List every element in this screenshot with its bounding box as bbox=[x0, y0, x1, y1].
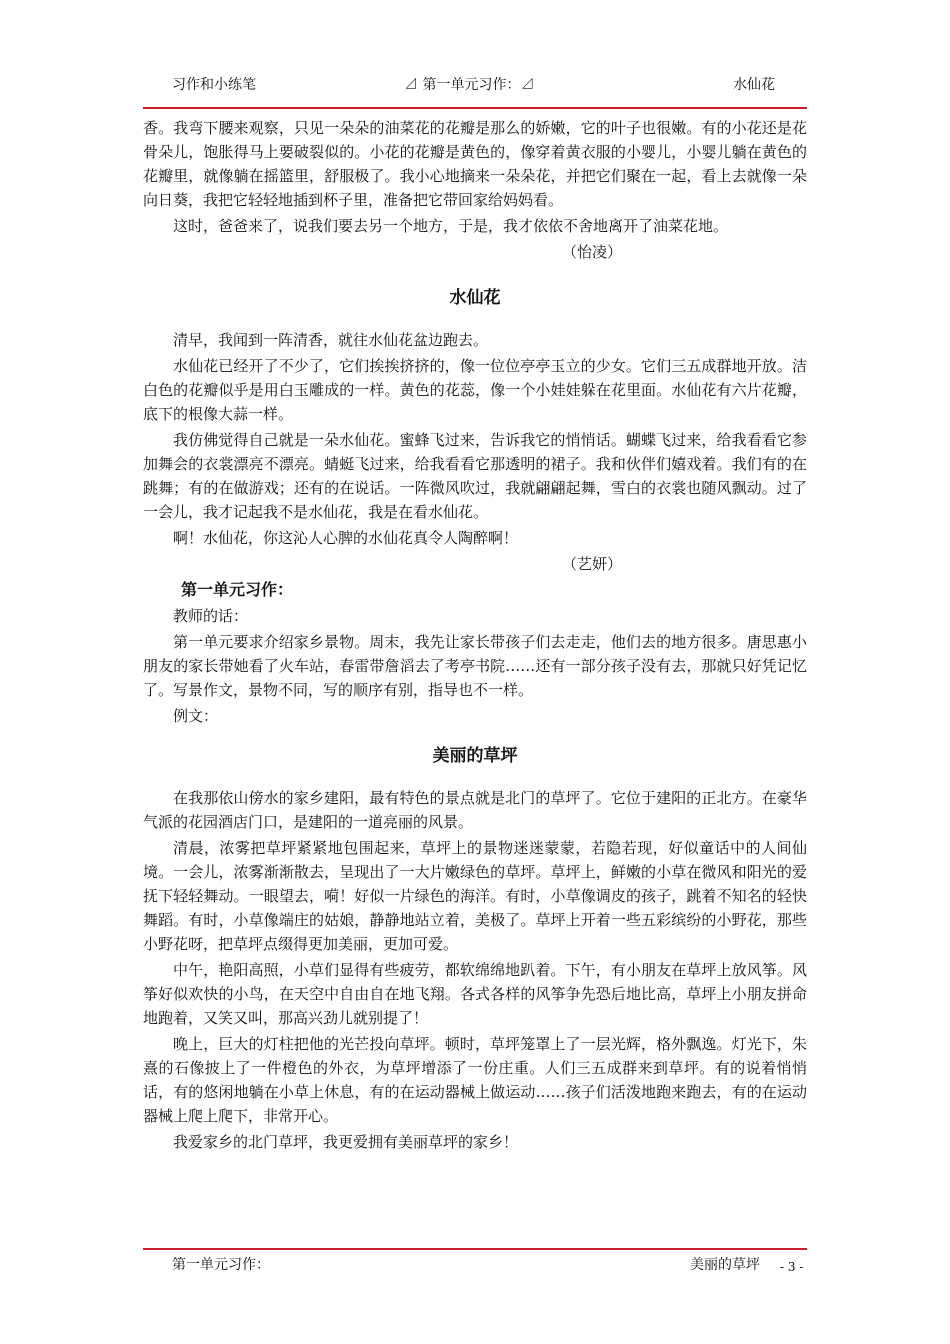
header-right: 水仙花 bbox=[733, 77, 775, 93]
author-signature: （艺妍） bbox=[561, 555, 622, 573]
header-center: ⊿ 第一单元习作：⊿ bbox=[404, 77, 535, 93]
footer-left: 第一单元习作： bbox=[172, 1257, 270, 1273]
example-label: 例文： bbox=[173, 707, 219, 725]
page-content bbox=[143, 116, 807, 1154]
essay-paragraph: 中午，艳阳高照，小草们显得有些疲劳，都软绵绵地趴着。下午，有小朋友在草坪上放风筝。风筝好似欢快的小鸟，在天空中自由自在地飞翔。各式各样的风筝争先恐后地比高，草坪上小朋友拼命地跑着，又笑又叫，那高兴劲儿就别提了！ bbox=[143, 961, 807, 1027]
footer-right: 美丽的草坪 bbox=[690, 1257, 760, 1273]
essay-paragraph: 啊！水仙花，你这沁人心脾的水仙花真令人陶醉啊！ bbox=[173, 529, 519, 547]
intro-paragraph: 这时，爸爸来了，说我们要去另一个地方，于是，我才依依不舍地离开了油菜花地。 bbox=[173, 217, 729, 235]
page-number: - 3 - bbox=[780, 1260, 804, 1274]
section-heading: 第一单元习作： bbox=[181, 580, 294, 599]
essay-title: 美丽的草坪 bbox=[432, 746, 518, 766]
header-left: 习作和小练笔 bbox=[172, 77, 256, 93]
footer-rule bbox=[143, 1248, 807, 1250]
intro-paragraph: 香。我弯下腰来观察，只见一朵朵的油菜花的花瓣是那么的娇嫩，它的叶子也很嫩。有的小花还是花骨朵儿，饱胀得马上要破裂似的。小花的花瓣是黄色的，像穿着黄衣服的小婴儿，小婴儿躺在黄色的花瓣里，就像躺在摇篮里，舒服极了。我小心地摘来一朵朵花，并把它们聚在一起，看上去就像一朵向日葵，我把它轻轻地插到杯子里，准备把它带回家给妈妈看。 bbox=[143, 119, 807, 209]
essay-paragraph: 在我那依山傍水的家乡建阳，最有特色的景点就是北门的草坪了。它位于建阳的正北方。在豪华气派的花园酒店门口，是建阳的一道亮丽的风景。 bbox=[143, 789, 807, 831]
essay-paragraph: 我仿佛觉得自己就是一朵水仙花。蜜蜂飞过来，告诉我它的悄悄话。蝴蝶飞过来，给我看看它参加舞会的衣裳漂亮不漂亮。蜻蜓飞过来，给我看看它那透明的裙子。我和伙伴们嬉戏着。我们有的在跳舞；有的在做游戏；还有的在说话。一阵微风吹过，我就翩翩起舞，雪白的衣裳也随风飘动。过了一会儿，我才记起我不是水仙花，我是在看水仙花。 bbox=[143, 431, 807, 521]
teacher-paragraph: 第一单元要求介绍家乡景物。周末，我先让家长带孩子们去走走，他们去的地方很多。唐思惠小朋友的家长带她看了火车站，春雷带詹滔去了考亭书院……还有一部分孩子没有去，那就只好凭记忆了。写景作文，景物不同，写的顺序有别，指导也不一样。 bbox=[143, 633, 807, 699]
essay-paragraph: 清晨，浓雾把草坪紧紧地包围起来，草坪上的景物迷迷蒙蒙，若隐若现，好似童话中的人间仙境。一会儿，浓雾渐渐散去，呈现出了一大片嫩绿色的草坪。草坪上，鲜嫩的小草在微风和阳光的爱抚下轻轻舞动。一眼望去，嗬！好似一片绿色的海洋。有时，小草像调皮的孩子，跳着不知名的轻快舞蹈。有时，小草像端庄的姑娘，静静地站立着，美极了。草坪上开着一些五彩缤纷的小野花，那些小野花呀，把草坪点缀得更加美丽，更加可爱。 bbox=[143, 839, 807, 953]
essay-paragraph: 清早，我闻到一阵清香，就往水仙花盆边跑去。 bbox=[173, 331, 489, 349]
teacher-label: 教师的话： bbox=[173, 607, 249, 625]
essay-paragraph: 我爱家乡的北门草坪，我更爱拥有美丽草坪的家乡！ bbox=[173, 1133, 519, 1151]
essay-title: 水仙花 bbox=[449, 288, 501, 308]
essay-paragraph: 水仙花已经开了不少了，它们挨挨挤挤的，像一位位亭亭玉立的少女。它们三五成群地开放。洁白色的花瓣似乎是用白玉雕成的一样。黄色的花蕊，像一个小娃娃躲在花里面。水仙花有六片花瓣，底下的根像大蒜一样。 bbox=[143, 357, 807, 423]
author-signature: （怡凌） bbox=[561, 243, 622, 261]
header-rule bbox=[143, 107, 807, 109]
essay-paragraph: 晚上，巨大的灯柱把他的光芒投向草坪。顿时，草坪笼罩上了一层光辉，格外飘逸。灯光下，朱熹的石像披上了一件橙色的外衣，为草坪增添了一份庄重。人们三五成群来到草坪。有的说着悄悄话，有的悠闲地躺在小草上休息，有的在运动器械上做运动……孩子们活泼地跑来跑去，有的在运动器械上爬上爬下，非常开心。 bbox=[143, 1035, 807, 1125]
